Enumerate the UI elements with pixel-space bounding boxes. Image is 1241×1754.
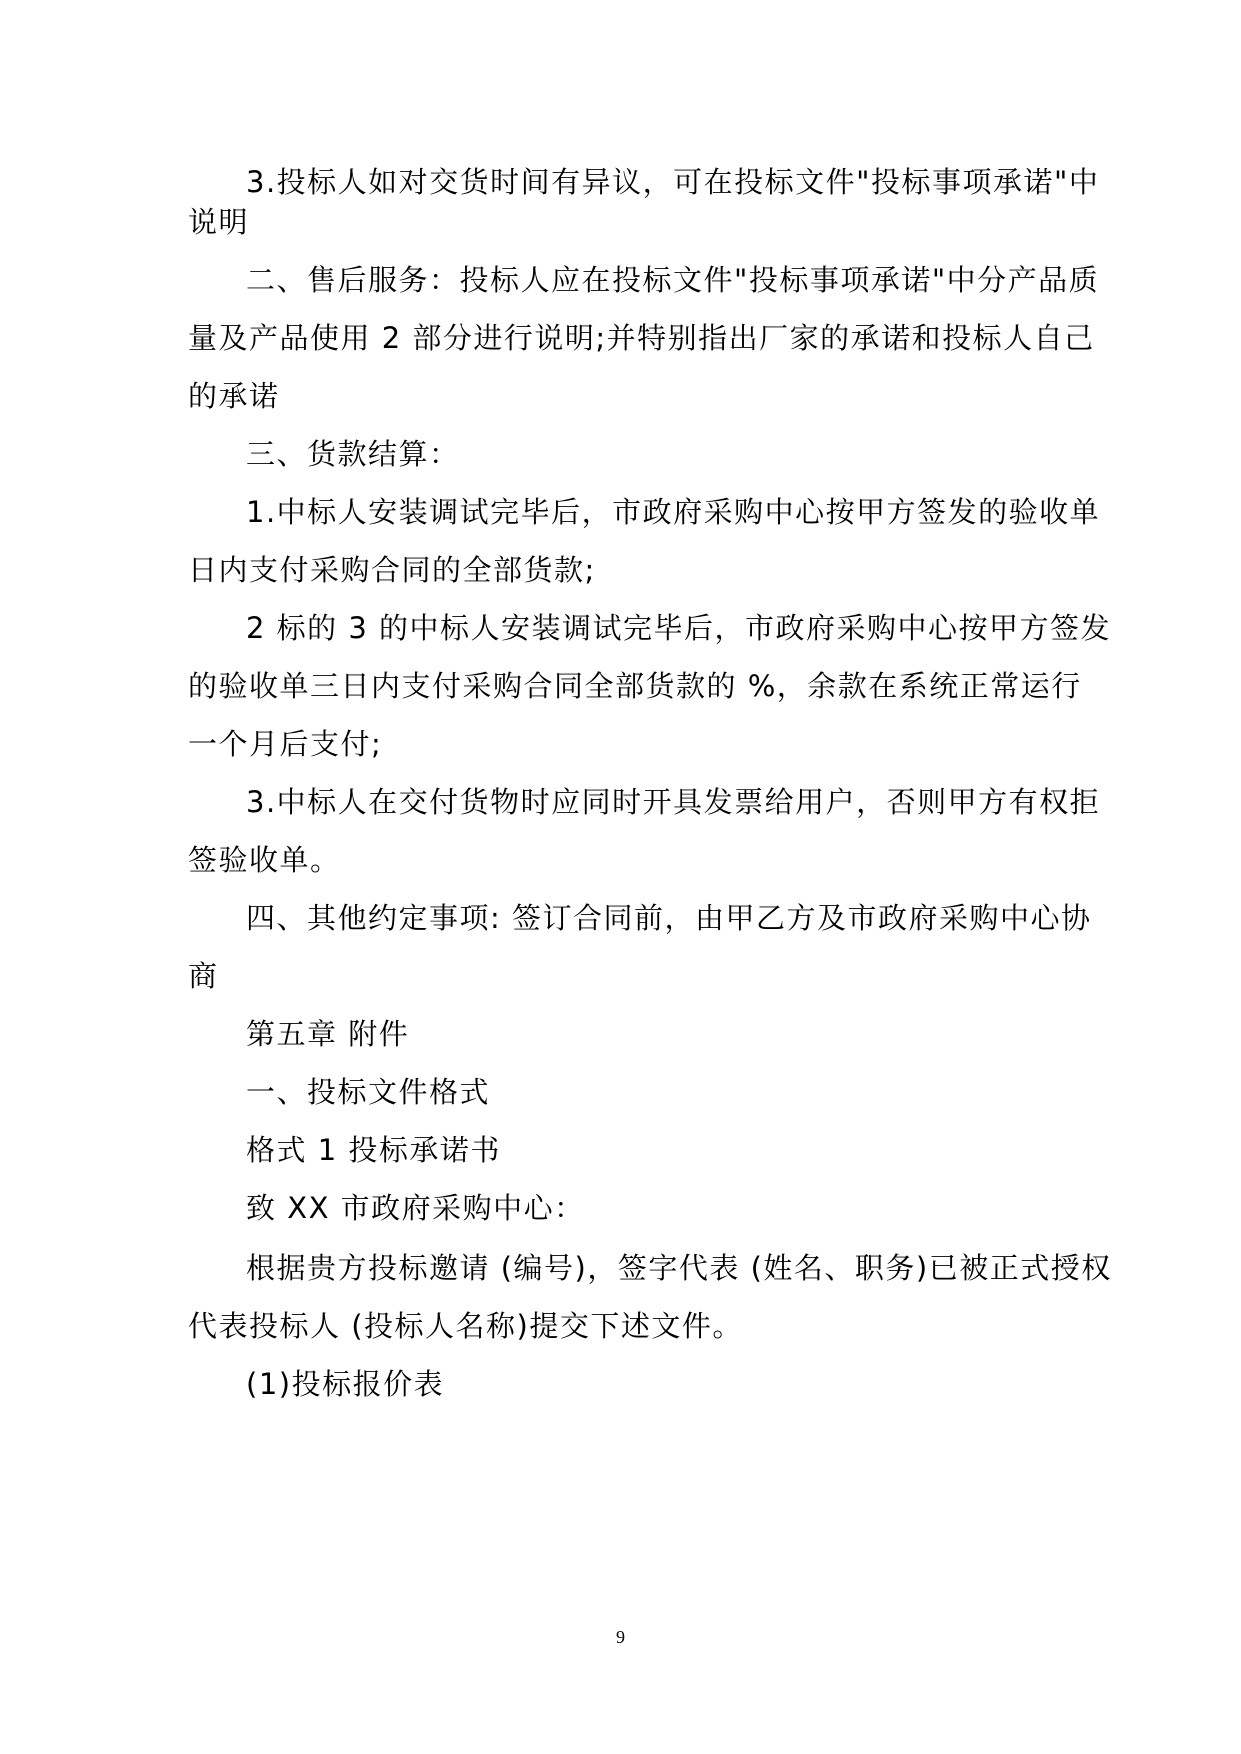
paragraph-line: 代表投标人 (投标人名称)提交下述文件。: [188, 1309, 743, 1343]
section-heading: 三、货款结算：: [246, 437, 460, 471]
paragraph-line: 的承诺: [188, 379, 280, 413]
paragraph-line: 2 标的 3 的中标人安装调试完毕后，市政府采购中心按甲方签发: [246, 611, 1112, 645]
paragraph-line: 签验收单。: [188, 843, 341, 877]
paragraph-line: 3.中标人在交付货物时应同时开具发票给用户，否则甲方有权拒: [246, 785, 1101, 819]
list-item: (1)投标报价表: [246, 1367, 445, 1401]
paragraph-line: 根据贵方投标邀请 (编号)，签字代表 (姓名、职务)已被正式授权: [246, 1251, 1112, 1285]
paragraph-line: 3.投标人如对交货时间有异议，可在投标文件"投标事项承诺"中: [246, 165, 1100, 199]
page-number: 9: [616, 1627, 625, 1647]
paragraph-line: 日内支付采购合同的全部货款;: [188, 553, 596, 587]
chapter-heading: 第五章 附件: [246, 1017, 410, 1051]
paragraph-line: 一个月后支付;: [188, 727, 383, 761]
paragraph-line: 四、其他约定事项: 签订合同前，由甲乙方及市政府采购中心协: [246, 901, 1092, 935]
paragraph-line: 量及产品使用 2 部分进行说明;并特别指出厂家的承诺和投标人自己: [188, 321, 1095, 355]
paragraph-line: 二、售后服务：投标人应在投标文件"投标事项承诺"中分产品质: [246, 263, 1100, 297]
format-heading: 格式 1 投标承诺书: [246, 1133, 501, 1167]
salutation: 致 XX 市政府采购中心：: [246, 1191, 585, 1225]
paragraph-line: 1.中标人安装调试完毕后，市政府采购中心按甲方签发的验收单: [246, 495, 1101, 529]
section-heading: 一、投标文件格式: [246, 1075, 491, 1109]
paragraph-line: 商: [188, 959, 219, 993]
paragraph-line: 的验收单三日内支付采购合同全部货款的 %，余款在系统正常运行: [188, 669, 1082, 703]
paragraph-line: 说明: [188, 205, 250, 239]
